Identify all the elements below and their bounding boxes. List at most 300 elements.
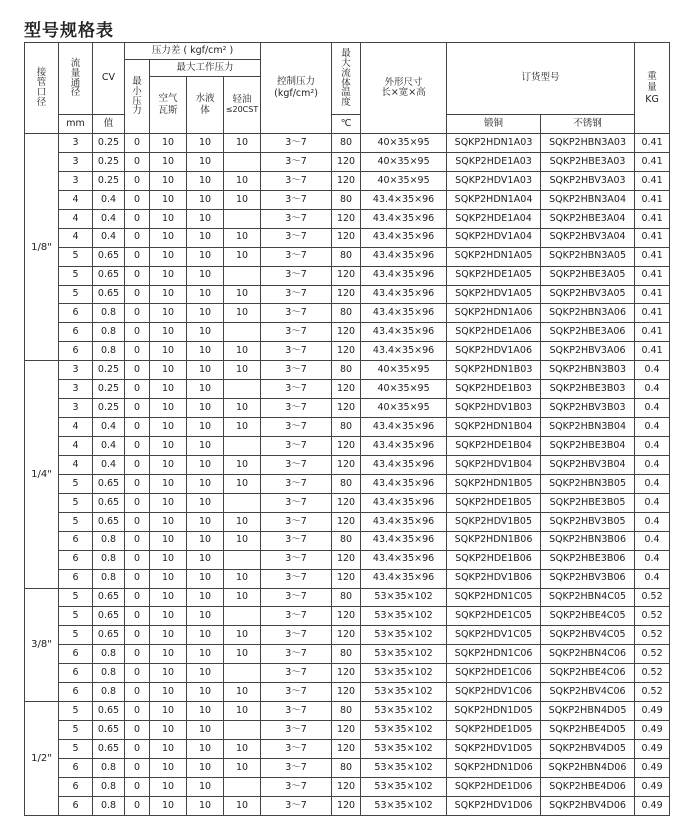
air-cell: 10 [150, 645, 187, 664]
min-pressure-cell: 0 [125, 777, 150, 796]
oil-cell [224, 607, 261, 626]
air-cell: 10 [150, 437, 187, 456]
water-cell: 10 [187, 645, 224, 664]
max-temp-cell: 120 [332, 550, 361, 569]
stainless-model-cell: SQKP2HBN3A06 [541, 304, 635, 323]
air-cell: 10 [150, 531, 187, 550]
air-cell: 10 [150, 626, 187, 645]
control-pressure-cell: 3～7 [261, 418, 332, 437]
table-row [25, 342, 670, 361]
oil-cell: 10 [224, 531, 261, 550]
cv-cell: 0.4 [93, 455, 125, 474]
header-flow: 流量通径 [59, 43, 93, 115]
water-cell: 10 [187, 285, 224, 304]
dimensions-cell: 53×35×102 [361, 626, 447, 645]
header-oil-label: 轻油 [232, 94, 252, 106]
control-pressure-cell: 3～7 [261, 323, 332, 342]
min-pressure-cell: 0 [125, 626, 150, 645]
water-cell: 10 [187, 380, 224, 399]
control-pressure-cell: 3～7 [261, 702, 332, 721]
control-pressure-cell: 3～7 [261, 758, 332, 777]
table-row [25, 418, 670, 437]
control-pressure-cell: 3～7 [261, 474, 332, 493]
cv-cell: 0.8 [93, 683, 125, 702]
oil-cell: 10 [224, 134, 261, 153]
weight-cell: 0.41 [635, 266, 670, 285]
air-cell: 10 [150, 134, 187, 153]
weight-cell: 0.41 [635, 342, 670, 361]
cv-cell: 0.65 [93, 702, 125, 721]
water-cell: 10 [187, 361, 224, 380]
flow-cell: 4 [59, 437, 93, 456]
dimensions-cell: 53×35×102 [361, 758, 447, 777]
oil-cell: 10 [224, 702, 261, 721]
forged-model-cell: SQKP2HDV1B06 [447, 569, 541, 588]
header-cv-unit: 值 [93, 115, 125, 134]
weight-cell: 0.49 [635, 721, 670, 740]
max-temp-cell: 120 [332, 626, 361, 645]
dimensions-cell: 53×35×102 [361, 645, 447, 664]
page-title: 型号规格表 [24, 21, 114, 41]
oil-cell: 10 [224, 361, 261, 380]
control-pressure-cell: 3～7 [261, 228, 332, 247]
forged-model-cell: SQKP2HDE1B03 [447, 380, 541, 399]
forged-model-cell: SQKP2HDV1B05 [447, 512, 541, 531]
flow-cell: 6 [59, 683, 93, 702]
stainless-model-cell: SQKP2HBV4D06 [541, 796, 635, 815]
min-pressure-cell: 0 [125, 721, 150, 740]
forged-model-cell: SQKP2HDN1C06 [447, 645, 541, 664]
forged-model-cell: SQKP2HDN1A04 [447, 190, 541, 209]
stainless-model-cell: SQKP2HBE4C06 [541, 664, 635, 683]
air-cell: 10 [150, 607, 187, 626]
table-row [25, 437, 670, 456]
forged-model-cell: SQKP2HDV1C05 [447, 626, 541, 645]
water-cell: 10 [187, 266, 224, 285]
max-temp-cell: 120 [332, 285, 361, 304]
header-cv: CV [93, 43, 125, 115]
forged-model-cell: SQKP2HDE1A06 [447, 323, 541, 342]
forged-model-cell: SQKP2HDE1B06 [447, 550, 541, 569]
weight-cell: 0.41 [635, 171, 670, 190]
air-cell: 10 [150, 683, 187, 702]
water-cell: 10 [187, 190, 224, 209]
table-row [25, 569, 670, 588]
water-cell: 10 [187, 796, 224, 815]
cv-cell: 0.4 [93, 418, 125, 437]
oil-cell: 10 [224, 758, 261, 777]
flow-cell: 3 [59, 380, 93, 399]
water-cell: 10 [187, 209, 224, 228]
dimensions-cell: 43.4×35×96 [361, 190, 447, 209]
flow-cell: 6 [59, 304, 93, 323]
weight-cell: 0.4 [635, 493, 670, 512]
header-temp: 最大流体温度 [332, 43, 361, 115]
control-pressure-cell: 3～7 [261, 380, 332, 399]
weight-cell: 0.41 [635, 190, 670, 209]
forged-model-cell: SQKP2HDN1D05 [447, 702, 541, 721]
min-pressure-cell: 0 [125, 569, 150, 588]
flow-cell: 6 [59, 323, 93, 342]
stainless-model-cell: SQKP2HBN3B05 [541, 474, 635, 493]
dimensions-cell: 43.4×35×96 [361, 304, 447, 323]
min-pressure-cell: 0 [125, 550, 150, 569]
cv-cell: 0.4 [93, 190, 125, 209]
forged-model-cell: SQKP2HDV1D06 [447, 796, 541, 815]
weight-cell: 0.4 [635, 437, 670, 456]
min-pressure-cell: 0 [125, 740, 150, 759]
stainless-model-cell: SQKP2HBN3A03 [541, 134, 635, 153]
max-temp-cell: 80 [332, 531, 361, 550]
stainless-model-cell: SQKP2HBE4C05 [541, 607, 635, 626]
stainless-model-cell: SQKP2HBV3B04 [541, 455, 635, 474]
min-pressure-cell: 0 [125, 190, 150, 209]
cv-cell: 0.65 [93, 493, 125, 512]
table-row [25, 740, 670, 759]
table-row [25, 247, 670, 266]
water-cell: 10 [187, 399, 224, 418]
water-cell: 10 [187, 474, 224, 493]
water-cell: 10 [187, 134, 224, 153]
weight-cell: 0.41 [635, 304, 670, 323]
header-control: 控制压力(kgf/cm²) [261, 43, 332, 134]
dimensions-cell: 43.4×35×96 [361, 285, 447, 304]
cv-cell: 0.4 [93, 437, 125, 456]
cv-cell: 0.8 [93, 758, 125, 777]
weight-cell: 0.49 [635, 777, 670, 796]
oil-cell: 10 [224, 626, 261, 645]
water-cell: 10 [187, 588, 224, 607]
control-pressure-cell: 3～7 [261, 152, 332, 171]
dimensions-cell: 43.4×35×96 [361, 228, 447, 247]
port-size-cell: 1/8" [25, 134, 59, 361]
header-oil-sub: ≤20CST [225, 104, 259, 114]
stainless-model-cell: SQKP2HBV4C05 [541, 626, 635, 645]
header-dims [361, 43, 447, 134]
control-pressure-cell: 3～7 [261, 721, 332, 740]
table-row [25, 134, 670, 153]
cv-cell: 0.65 [93, 266, 125, 285]
stainless-model-cell: SQKP2HBN4D05 [541, 702, 635, 721]
max-temp-cell: 120 [332, 721, 361, 740]
flow-cell: 6 [59, 777, 93, 796]
cv-cell: 0.65 [93, 247, 125, 266]
port-size-cell: 3/8" [25, 588, 59, 702]
water-cell: 10 [187, 323, 224, 342]
control-pressure-cell: 3～7 [261, 342, 332, 361]
control-pressure-cell: 3～7 [261, 777, 332, 796]
oil-cell: 10 [224, 228, 261, 247]
cv-cell: 0.65 [93, 740, 125, 759]
dimensions-cell: 43.4×35×96 [361, 569, 447, 588]
dimensions-cell: 53×35×102 [361, 702, 447, 721]
header-dims-sub: 长×宽×高 [381, 87, 426, 98]
min-pressure-cell: 0 [125, 342, 150, 361]
stainless-model-cell: SQKP2HBE3B05 [541, 493, 635, 512]
control-pressure-cell: 3～7 [261, 190, 332, 209]
table-row [25, 209, 670, 228]
cv-cell: 0.65 [93, 512, 125, 531]
cv-cell: 0.25 [93, 361, 125, 380]
cv-cell: 0.8 [93, 777, 125, 796]
oil-cell [224, 437, 261, 456]
weight-cell: 0.49 [635, 702, 670, 721]
weight-cell: 0.41 [635, 152, 670, 171]
oil-cell [224, 664, 261, 683]
cv-cell: 0.8 [93, 645, 125, 664]
control-pressure-cell: 3～7 [261, 796, 332, 815]
min-pressure-cell: 0 [125, 588, 150, 607]
min-pressure-cell: 0 [125, 702, 150, 721]
control-pressure-cell: 3～7 [261, 455, 332, 474]
max-temp-cell: 120 [332, 152, 361, 171]
weight-cell: 0.52 [635, 607, 670, 626]
control-pressure-cell: 3～7 [261, 134, 332, 153]
table-row [25, 228, 670, 247]
flow-cell: 6 [59, 645, 93, 664]
forged-model-cell: SQKP2HDV1C06 [447, 683, 541, 702]
dimensions-cell: 40×35×95 [361, 134, 447, 153]
air-cell: 10 [150, 550, 187, 569]
stainless-model-cell: SQKP2HBE3A04 [541, 209, 635, 228]
flow-cell: 5 [59, 702, 93, 721]
air-cell: 10 [150, 361, 187, 380]
max-temp-cell: 120 [332, 607, 361, 626]
flow-cell: 5 [59, 285, 93, 304]
min-pressure-cell: 0 [125, 493, 150, 512]
flow-cell: 4 [59, 209, 93, 228]
forged-model-cell: SQKP2HDV1A04 [447, 228, 541, 247]
header-oil [224, 77, 261, 134]
water-cell: 10 [187, 418, 224, 437]
air-cell: 10 [150, 399, 187, 418]
min-pressure-cell: 0 [125, 664, 150, 683]
water-cell: 10 [187, 171, 224, 190]
air-cell: 10 [150, 323, 187, 342]
stainless-model-cell: SQKP2HBN3B04 [541, 418, 635, 437]
header-temp-unit: ℃ [332, 115, 361, 134]
weight-cell: 0.4 [635, 399, 670, 418]
water-cell: 10 [187, 437, 224, 456]
weight-cell: 0.41 [635, 247, 670, 266]
flow-cell: 5 [59, 588, 93, 607]
water-cell: 10 [187, 740, 224, 759]
air-cell: 10 [150, 758, 187, 777]
table-row [25, 512, 670, 531]
min-pressure-cell: 0 [125, 645, 150, 664]
max-temp-cell: 120 [332, 209, 361, 228]
cv-cell: 0.4 [93, 228, 125, 247]
flow-cell: 3 [59, 361, 93, 380]
stainless-model-cell: SQKP2HBE4D06 [541, 777, 635, 796]
control-pressure-cell: 3～7 [261, 493, 332, 512]
oil-cell [224, 266, 261, 285]
water-cell: 10 [187, 683, 224, 702]
port-size-cell: 1/2" [25, 702, 59, 816]
weight-cell: 0.4 [635, 550, 670, 569]
stainless-model-cell: SQKP2HBV3A04 [541, 228, 635, 247]
weight-cell: 0.4 [635, 455, 670, 474]
min-pressure-cell: 0 [125, 796, 150, 815]
oil-cell: 10 [224, 455, 261, 474]
table-row [25, 171, 670, 190]
dimensions-cell: 43.4×35×96 [361, 531, 447, 550]
table-row [25, 285, 670, 304]
oil-cell [224, 323, 261, 342]
weight-cell: 0.41 [635, 285, 670, 304]
header-forged: 锻铜 [447, 115, 541, 134]
oil-cell: 10 [224, 740, 261, 759]
forged-model-cell: SQKP2HDV1B04 [447, 455, 541, 474]
dimensions-cell: 43.4×35×96 [361, 209, 447, 228]
water-cell: 10 [187, 531, 224, 550]
oil-cell: 10 [224, 247, 261, 266]
flow-cell: 4 [59, 418, 93, 437]
flow-cell: 3 [59, 152, 93, 171]
max-temp-cell: 120 [332, 740, 361, 759]
weight-cell: 0.52 [635, 645, 670, 664]
stainless-model-cell: SQKP2HBN4D06 [541, 758, 635, 777]
flow-cell: 3 [59, 171, 93, 190]
min-pressure-cell: 0 [125, 418, 150, 437]
forged-model-cell: SQKP2HDE1D05 [447, 721, 541, 740]
oil-cell: 10 [224, 342, 261, 361]
control-pressure-cell: 3～7 [261, 645, 332, 664]
table-body [25, 134, 670, 816]
weight-cell: 0.4 [635, 474, 670, 493]
oil-cell: 10 [224, 418, 261, 437]
water-cell: 10 [187, 664, 224, 683]
table-row [25, 323, 670, 342]
dimensions-cell: 43.4×35×96 [361, 493, 447, 512]
header-dims-label: 外形尺寸 [384, 76, 423, 88]
header-weight: 重量KG [635, 43, 670, 134]
max-temp-cell: 80 [332, 588, 361, 607]
forged-model-cell: SQKP2HDE1B05 [447, 493, 541, 512]
stainless-model-cell: SQKP2HBE3B06 [541, 550, 635, 569]
table-row [25, 361, 670, 380]
air-cell: 10 [150, 228, 187, 247]
table-row [25, 758, 670, 777]
dimensions-cell: 43.4×35×96 [361, 512, 447, 531]
header-air: 空气瓦斯 [150, 77, 187, 134]
stainless-model-cell: SQKP2HBN4C06 [541, 645, 635, 664]
cv-cell: 0.65 [93, 474, 125, 493]
water-cell: 10 [187, 455, 224, 474]
forged-model-cell: SQKP2HDE1C05 [447, 607, 541, 626]
forged-model-cell: SQKP2HDN1A06 [447, 304, 541, 323]
stainless-model-cell: SQKP2HBV4C06 [541, 683, 635, 702]
oil-cell [224, 550, 261, 569]
water-cell: 10 [187, 721, 224, 740]
stainless-model-cell: SQKP2HBV4D05 [541, 740, 635, 759]
dimensions-cell: 53×35×102 [361, 588, 447, 607]
cv-cell: 0.8 [93, 796, 125, 815]
min-pressure-cell: 0 [125, 758, 150, 777]
flow-cell: 3 [59, 399, 93, 418]
max-temp-cell: 120 [332, 493, 361, 512]
dimensions-cell: 40×35×95 [361, 361, 447, 380]
flow-cell: 6 [59, 796, 93, 815]
max-temp-cell: 120 [332, 683, 361, 702]
table-row [25, 683, 670, 702]
oil-cell [224, 777, 261, 796]
oil-cell: 10 [224, 474, 261, 493]
control-pressure-cell: 3～7 [261, 569, 332, 588]
header-max-work: 最大工作压力 [150, 60, 261, 77]
max-temp-cell: 120 [332, 228, 361, 247]
weight-cell: 0.41 [635, 323, 670, 342]
forged-model-cell: SQKP2HDV1A03 [447, 171, 541, 190]
forged-model-cell: SQKP2HDN1B05 [447, 474, 541, 493]
flow-cell: 5 [59, 247, 93, 266]
cv-cell: 0.25 [93, 399, 125, 418]
table-row [25, 664, 670, 683]
header-diff: 压力差 ( kgf/cm² ) [125, 43, 261, 60]
table-row [25, 266, 670, 285]
header-order: 订货型号 [447, 43, 635, 115]
table-row [25, 588, 670, 607]
air-cell: 10 [150, 569, 187, 588]
dimensions-cell: 43.4×35×96 [361, 455, 447, 474]
oil-cell: 10 [224, 645, 261, 664]
flow-cell: 5 [59, 512, 93, 531]
forged-model-cell: SQKP2HDE1A03 [447, 152, 541, 171]
cv-cell: 0.8 [93, 550, 125, 569]
min-pressure-cell: 0 [125, 437, 150, 456]
max-temp-cell: 80 [332, 702, 361, 721]
cv-cell: 0.8 [93, 323, 125, 342]
air-cell: 10 [150, 702, 187, 721]
table-row [25, 777, 670, 796]
water-cell: 10 [187, 342, 224, 361]
water-cell: 10 [187, 512, 224, 531]
control-pressure-cell: 3～7 [261, 209, 332, 228]
water-cell: 10 [187, 493, 224, 512]
control-pressure-cell: 3～7 [261, 285, 332, 304]
max-temp-cell: 120 [332, 664, 361, 683]
forged-model-cell: SQKP2HDV1A06 [447, 342, 541, 361]
table-row [25, 493, 670, 512]
oil-cell [224, 152, 261, 171]
min-pressure-cell: 0 [125, 134, 150, 153]
min-pressure-cell: 0 [125, 607, 150, 626]
dimensions-cell: 53×35×102 [361, 664, 447, 683]
min-pressure-cell: 0 [125, 171, 150, 190]
stainless-model-cell: SQKP2HBV3A05 [541, 285, 635, 304]
dimensions-cell: 43.4×35×96 [361, 437, 447, 456]
air-cell: 10 [150, 493, 187, 512]
weight-cell: 0.4 [635, 531, 670, 550]
table-row [25, 796, 670, 815]
max-temp-cell: 120 [332, 399, 361, 418]
max-temp-cell: 120 [332, 569, 361, 588]
header-water: 水液体 [187, 77, 224, 134]
max-temp-cell: 120 [332, 171, 361, 190]
air-cell: 10 [150, 418, 187, 437]
max-temp-cell: 120 [332, 380, 361, 399]
max-temp-cell: 80 [332, 474, 361, 493]
stainless-model-cell: SQKP2HBE3A03 [541, 152, 635, 171]
cv-cell: 0.65 [93, 626, 125, 645]
stainless-model-cell: SQKP2HBV3A06 [541, 342, 635, 361]
dimensions-cell: 53×35×102 [361, 740, 447, 759]
min-pressure-cell: 0 [125, 474, 150, 493]
control-pressure-cell: 3～7 [261, 607, 332, 626]
forged-model-cell: SQKP2HDN1C05 [447, 588, 541, 607]
max-temp-cell: 120 [332, 455, 361, 474]
control-pressure-cell: 3～7 [261, 588, 332, 607]
